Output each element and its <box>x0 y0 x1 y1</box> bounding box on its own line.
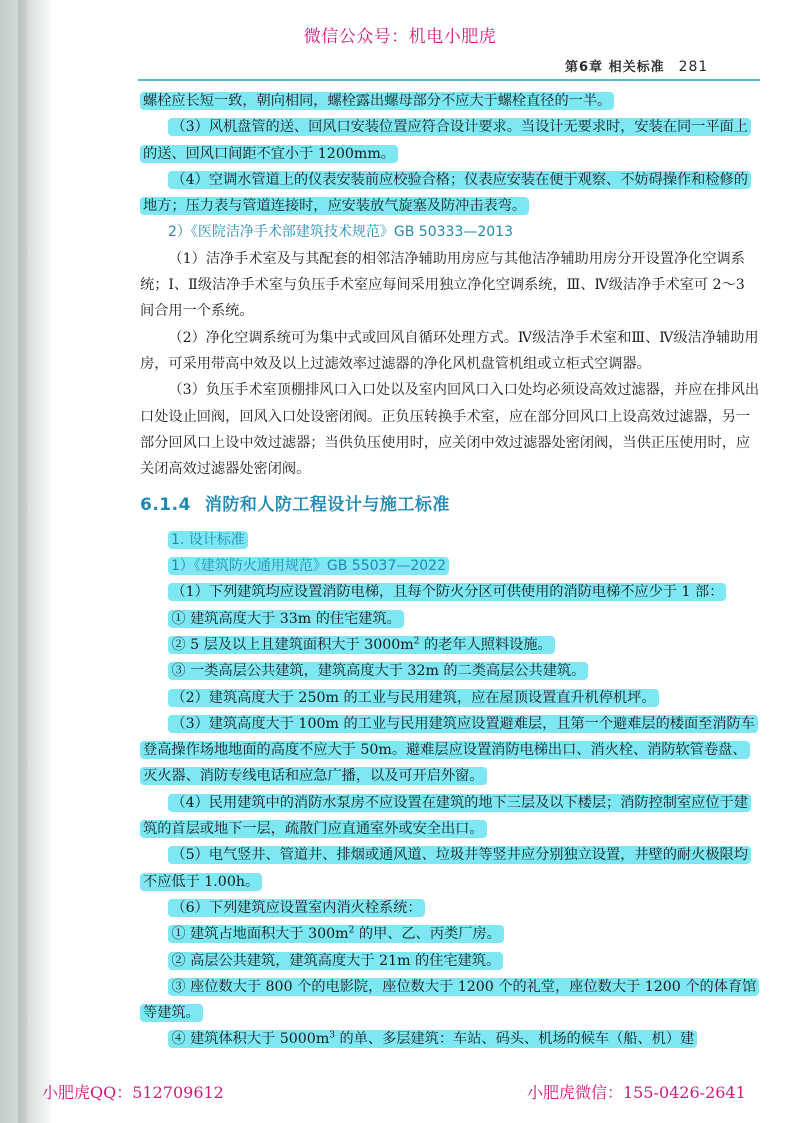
book-binding-strip <box>18 0 28 1123</box>
paragraph-text-main: （2）建筑高度大于 250m 的工业与民用建筑，应在屋顶设置直升机停机坪。 <box>171 689 656 706</box>
paragraph <box>140 921 760 947</box>
paragraph-text-main: 1. 设计标准 <box>171 531 245 548</box>
paragraph-text-main: （1）下列建筑均应设置消防电梯，且每个防火分区可供使用的消防电梯不应少于 1 部： <box>171 584 724 601</box>
paragraph-text <box>140 330 759 372</box>
paragraph <box>140 219 760 245</box>
paragraph <box>140 632 760 658</box>
paragraph-text-tail: 的甲、乙、丙类厂房。 <box>354 926 501 943</box>
paragraph <box>140 948 760 974</box>
paragraph <box>140 377 760 482</box>
paragraph-text-main: ② 高层公共建筑，建筑高度大于 21m 的住宅建筑。 <box>171 952 501 969</box>
paragraph <box>140 246 760 325</box>
paragraph <box>140 325 760 378</box>
section-number: 6.1.4 <box>140 495 191 516</box>
paragraph <box>140 88 760 114</box>
paragraph-text-main: ③ 座位数大于 800 个的电影院，座位数大于 1200 个的礼堂，座位数大于 1200 个的体育馆等建筑。 <box>143 978 757 1022</box>
paragraph-text-main: （5）电气竖井、管道井、排烟或通风道、垃圾井等竖井应分别独立设置，井壁的耐火极限均不应低于 1.00h。 <box>143 847 748 890</box>
page-body <box>140 88 760 1053</box>
paragraph-text-tail: 的单、多层建筑：车站、码头、机场的候车（船、机）建 <box>335 1031 695 1048</box>
section-title-text: 消防和人防工程设计与施工标准 <box>204 495 450 516</box>
running-head <box>565 56 708 75</box>
paragraph <box>140 790 760 843</box>
paragraph-text <box>140 794 751 838</box>
paragraph-text <box>168 1030 697 1048</box>
paragraph-text <box>168 636 554 654</box>
paragraph-text <box>168 557 449 575</box>
paragraph-text-main: ① 建筑高度大于 33m 的住宅建筑。 <box>171 610 401 627</box>
page-number: 281 <box>678 59 709 75</box>
paragraph <box>140 711 760 790</box>
paragraph-text-main: ③ 一类高层公共建筑，建筑高度大于 32m 的二类高层公共建筑。 <box>171 663 586 680</box>
header-rule <box>138 79 760 81</box>
paragraph <box>140 658 760 684</box>
paragraph-text <box>140 118 751 162</box>
paragraph-text <box>140 171 751 215</box>
watermark-top: 微信公众号：机电小肥虎 <box>303 27 497 47</box>
paragraph-text <box>140 978 759 1022</box>
paragraph <box>140 685 760 711</box>
paragraph-text-main: ④ 建筑体积大于 5000m <box>171 1031 330 1048</box>
paragraph <box>140 606 760 632</box>
paragraph-text-main: 螺栓应长短一致，朝向相同，螺栓露出螺母部分不应大于螺栓直径的一半。 <box>143 93 612 109</box>
paragraph-text-main: （3）建筑高度大于 100m 的工业与民用建筑应设置避难层，且第一个避难层的楼面至消防车登高操作场地地面的高度不应大于 50m。避难层应设置消防电梯出口、消火栓、消防软管卷盘、灭火器、消防专线电话和应急广播，以及可开启外窗。 <box>143 715 755 785</box>
paragraph-text <box>140 92 614 110</box>
superscript: 3 <box>329 1030 336 1041</box>
paragraph-text-main: ② 5 层及以上且建筑面积大于 3000m <box>171 636 414 653</box>
section-heading <box>140 492 760 518</box>
footer-wechat: 小肥虎微信：155-0426-2641 <box>527 1083 746 1102</box>
paragraph-text-main: （4）民用建筑中的消防水泵房不应设置在建筑的地下三层及以下楼层；消防控制室应位于建筑的首层或地下一层，疏散门应直通室外或安全出口。 <box>143 794 748 838</box>
paragraph-text-main: （4）空调水管道上的仪表安装前应校验合格；仪表应安装在便于观察、不妨碍操作和检修的地方；压力表与管道连接时，应安装放气旋塞及防冲击表弯。 <box>143 171 748 215</box>
paragraph-text-main: （6）下列建筑应设置室内消火栓系统： <box>171 899 422 916</box>
paragraph-text-main: 1）《建筑防火通用规范》GB 55037—2022 <box>171 558 446 575</box>
paragraph-text <box>168 899 424 917</box>
paragraph-text <box>168 224 513 240</box>
paragraph-text <box>140 846 751 890</box>
chapter-title: 第6章 相关标准 <box>565 60 665 75</box>
paragraph <box>140 895 760 921</box>
paragraph-text <box>168 531 248 549</box>
superscript: 2 <box>348 925 355 936</box>
footer-qq: 小肥虎QQ：512709612 <box>42 1083 224 1102</box>
paragraph <box>140 167 760 220</box>
paragraph-text <box>168 662 588 680</box>
paragraph <box>140 974 760 1027</box>
paragraph-text-main: ① 建筑占地面积大于 300m <box>171 926 349 943</box>
paragraph <box>140 1026 760 1052</box>
paragraph-text-tail: 的老年人照料设施。 <box>419 636 552 653</box>
paragraph-text <box>140 715 758 786</box>
paragraph-text <box>168 583 726 601</box>
paragraph-text <box>140 382 759 477</box>
paragraph-text <box>168 952 503 970</box>
paragraph <box>140 114 760 167</box>
paragraph-text <box>140 251 745 320</box>
superscript: 2 <box>413 636 420 647</box>
paragraph-text-main: 2）《医院洁净手术部建筑技术规范》GB 50333—2013 <box>168 224 513 241</box>
paragraph <box>140 553 760 579</box>
paragraph <box>140 842 760 895</box>
paragraph-text <box>168 925 503 943</box>
paragraph-text-main: （1）洁净手术室及与其配套的相邻洁净辅助用房应与其他洁净辅助用房分开设置净化空调系统；Ⅰ、Ⅱ级洁净手术室与负压手术室应每间采用独立净化空调系统，Ⅲ、Ⅳ级洁净手术室可 2～3 间合用一个系统。 <box>140 250 745 320</box>
paragraph <box>140 527 760 553</box>
paragraph-text <box>168 689 658 707</box>
paragraph-text-main: （3）负压手术室顶棚排风口入口处以及室内回风口入口处均必须设高效过滤器，并应在排风出口处设止回阀，回风入口处设密闭阀。正负压转换手术室，应在部分回风口上设高效过滤器，另一部分回风口上设中效过滤器；当供负压使用时，应关闭中效过滤器处密闭阀，当供正压使用时，应关闭高效过滤器处密闭阀。 <box>140 382 760 478</box>
paragraph-text-main: （2）净化空调系统可为集中式或回风自循环处理方式。Ⅳ级洁净手术室和Ⅲ、Ⅳ级洁净辅助用房，可采用带高中效及以上过滤效率过滤器的净化风机盘管机组或立柜式空调器。 <box>140 329 759 372</box>
paragraph <box>140 579 760 605</box>
paragraph-text <box>168 610 403 628</box>
paragraph-text-main: （3）风机盘管的送、回风口安装位置应符合设计要求。当设计无要求时，安装在同一平面上的送、回风口间距不宜小于 1200mm。 <box>143 119 748 162</box>
